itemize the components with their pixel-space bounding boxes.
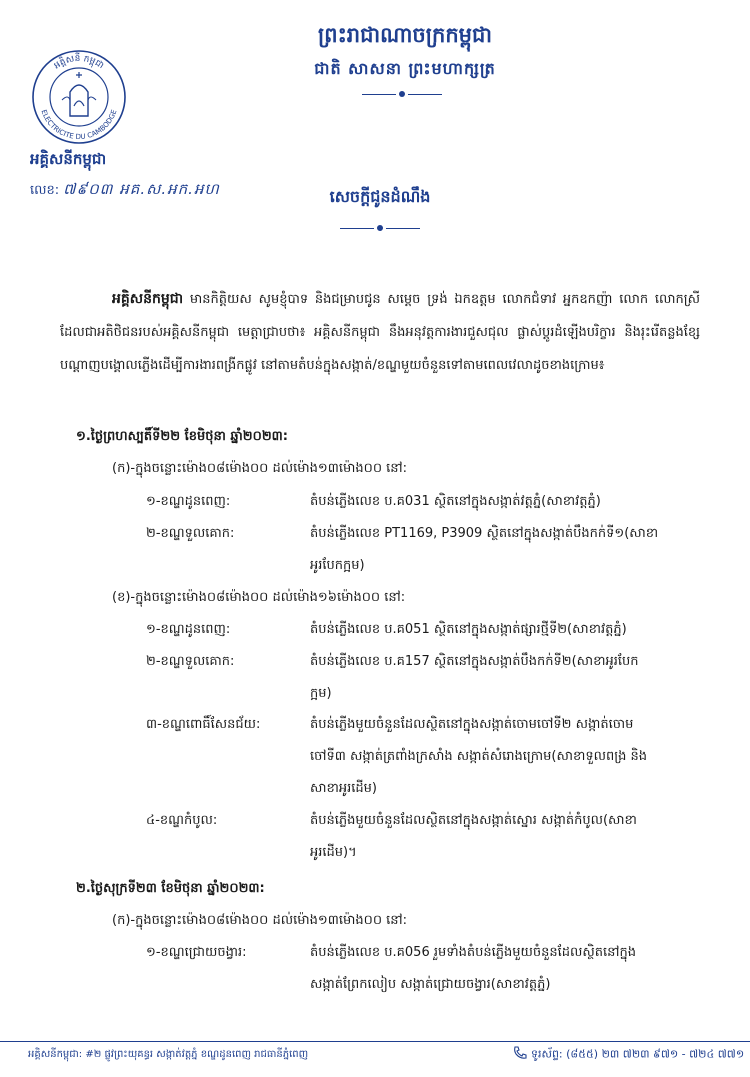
area-description: សាខាអូរដើម) (310, 781, 377, 796)
notice-title: សេចក្តីជូនដំណឹង (329, 187, 431, 206)
area-description: អូរដើម)។ (310, 845, 357, 860)
day-heading: ១.ថ្ងៃព្រហស្បតិ៍ទី២២ ខែមិថុនា ឆ្នាំ២០២៣: (76, 429, 288, 444)
intro-paragraph (60, 283, 700, 382)
phone-icon (512, 1045, 528, 1064)
company-seal-icon (30, 48, 128, 150)
area-description: សង្កាត់ព្រែកលៀប សង្កាត់ជ្រោយចង្វារ(សាខាវត្តភ្នំ) (310, 977, 551, 992)
district-label: ១-ខណ្ឌជ្រោយចង្វារ: (146, 945, 247, 960)
footer-phone-text: ទូរស័ព្ទ: (៨៥៥) ២៣ ៧២៣ ៩៧១ - ៧២៤ ៧៧១ (531, 1047, 745, 1061)
area-description: តំបន់ភ្លើងលេខ ប.គ056 រួមទាំងតំបន់ភ្លើងមួយចំនួនដែលស្ថិតនៅក្នុង (310, 945, 637, 960)
area-description: តំបន់ភ្លើងមួយចំនួនដែលស្ថិតនៅក្នុងសង្កាត់ស្នោរ សង្កាត់កំបូល(សាខា (310, 813, 637, 828)
reference-value: ៧៩០៣ អគ.ស.អក.អហ (63, 180, 220, 198)
district-label: ១-ខណ្ឌដូនពេញ: (146, 622, 231, 637)
intro-text: មានកិត្តិយស សូមខ្ញុំបាទ និងជម្រាបជូន សម្តេច ទ្រង់ ឯកឧត្តម លោកជំទាវ អ្នកឧកញ៉ា លោក លោកស្រី ដែលជាអតិថិជនរបស់អគ្គិសនីកម្ពុជា មេត្តាជ្រាបថា៖ អគ្គិសនីកម្ពុជា នឹងអនុវត្តការងារជួសជុល ផ្លាស់ប្តូរដំឡើងបរិក្ខារ និងរុះរើតន្លងខ្សែបណ្តាញបង្គោលភ្លើងដើម្បីការងារពង្រីកផ្លូវ នៅតាមតំបន់ក្នុងសង្កាត់/ខណ្ឌមួយចំនួនទៅតាមពេលវេលាដូចខាងក្រោម៖ (60, 292, 700, 373)
district-label: ២-ខណ្ឌទួលគោក: (146, 526, 235, 541)
reference-number (30, 180, 220, 202)
intro-lead: អគ្គិសនីកម្ពុជា (112, 291, 184, 307)
kingdom-heading: ព្រះរាជាណាចក្រកម្ពុជា (317, 23, 492, 47)
area-description: ចៅទី៣ សង្កាត់ត្រពាំងក្រសាំង សង្កាត់សំរោងក្រោម(សាខាទួលពង្រ និង (310, 749, 648, 764)
motto-heading: ជាតិ សាសនា ព្រះមហាក្សត្រ (314, 59, 496, 78)
time-slot-heading: (ក)-ក្នុងចន្លោះម៉ោង០៨ម៉ោង០០ ដល់ម៉ោង១៣ម៉ោង០០ នៅ: (112, 461, 408, 476)
time-slot-heading: (ខ)-ក្នុងចន្លោះម៉ោង០៨ម៉ោង០០ ដល់ម៉ោង១៦ម៉ោង០០ នៅ: (112, 590, 406, 605)
organization-name: អគ្គិសនីកម្ពុជា (30, 150, 107, 168)
area-description: ក្អម) (310, 686, 332, 701)
area-description: តំបន់ភ្លើងលេខ ប.គ157 ស្ថិតនៅក្នុងសង្កាត់បឹងកក់ទី២(សាខាអូរបែក (310, 654, 639, 669)
svg-text:អគ្គិសនី កម្ពុជា: អគ្គិសនី កម្ពុជា (52, 53, 106, 72)
district-label: ១-ខណ្ឌដូនពេញ: (146, 494, 231, 509)
day-heading: ២.ថ្ងៃសុក្រទី២៣ ខែមិថុនា ឆ្នាំ២០២៣: (76, 881, 265, 896)
footer-divider (0, 1041, 750, 1042)
header-ornament (362, 90, 442, 100)
area-description: អូរបែកក្អម) (310, 558, 365, 573)
area-description: តំបន់ភ្លើងលេខ PT1169, P3909 ស្ថិតនៅក្នុងសង្កាត់បឹងកក់ទី១(សាខា (310, 526, 659, 541)
reference-label: លេខ: (30, 183, 60, 198)
title-ornament (340, 224, 420, 234)
district-label: ៤-ខណ្ឌកំបូល: (146, 813, 218, 828)
area-description: តំបន់ភ្លើងលេខ ប.គ051 ស្ថិតនៅក្នុងសង្កាត់ផ្សារថ្មីទី២(សាខាវត្តភ្នំ) (310, 622, 627, 637)
footer-phone (512, 1045, 744, 1064)
area-description: តំបន់ភ្លើងមួយចំនួនដែលស្ថិតនៅក្នុងសង្កាត់ចោមចៅទី២ សង្កាត់ចោម (310, 717, 634, 732)
time-slot-heading: (ក)-ក្នុងចន្លោះម៉ោង០៨ម៉ោង០០ ដល់ម៉ោង១៣ម៉ោង០០ នៅ: (112, 913, 408, 928)
svg-text:ELECTRICITE DU CAMBODGE: ELECTRICITE DU CAMBODGE (39, 108, 119, 142)
footer-address: អគ្គិសនីកម្ពុជា: #២ ផ្លូវព្រះយុគន្ធរ សង្កាត់វត្តភ្នំ ខណ្ឌដូនពេញ រាជធានីភ្នំពេញ (28, 1049, 309, 1060)
district-label: ២-ខណ្ឌទួលគោក: (146, 654, 235, 669)
area-description: តំបន់ភ្លើងលេខ ប.គ031 ស្ថិតនៅក្នុងសង្កាត់វត្តភ្នំ(សាខាវត្តភ្នំ) (310, 494, 601, 509)
district-label: ៣-ខណ្ឌពោធិ៍សែនជ័យ: (146, 717, 261, 732)
